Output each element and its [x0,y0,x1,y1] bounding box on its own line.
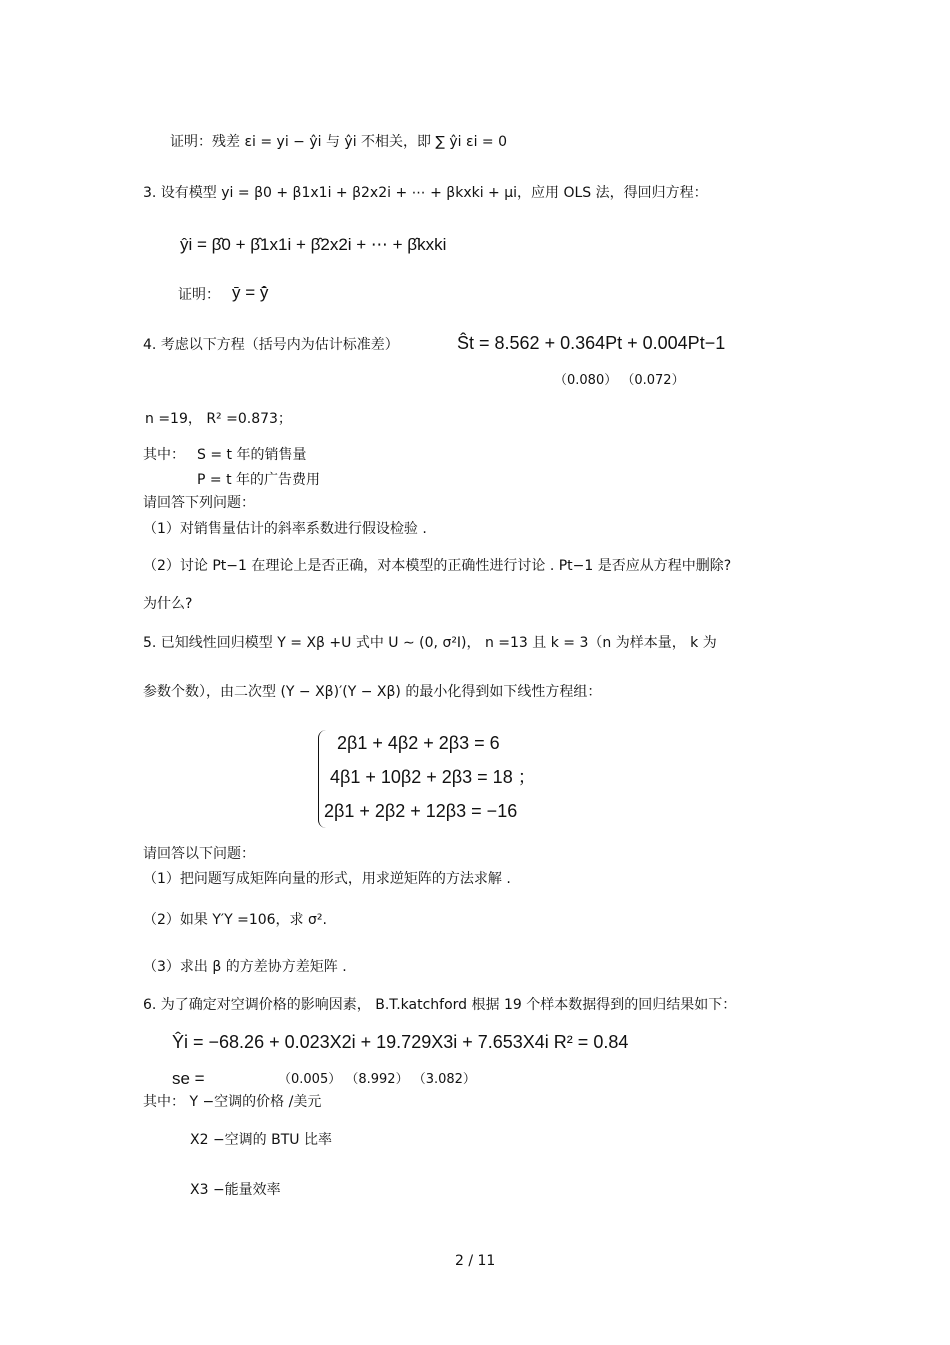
q3-proof-equation: ȳ = ŷ̄ [232,283,269,302]
q4-where-label: 其中： [143,447,185,463]
q5-quadratic-line: 参数个数），由二次型 (Y − Xβ)′(Y − Xβ) 的最小化得到如下线性方程组： [143,684,602,700]
q5-model-line: 5. 已知线性回归模型 Y = Xβ +U 式中 U ∼ (0, σ²I)， n =13 且 k = 3（n 为样本量， k 为 [143,635,717,651]
q4-sample-stats: n =19， R² =0.873； [145,411,292,427]
equation-2: 4β1 + 10β2 + 2β3 = 18 ； [330,767,536,787]
equation-3: 2β1 + 2β2 + 12β3 = −16 [324,801,518,821]
q4-equation: Ŝt = 8.562 + 0.364Pt + 0.004Pt−1 [457,333,726,353]
q5-question-1: （1）把问题写成矩阵向量的形式，用求逆矩阵的方法求解 . [143,871,511,887]
q4-def-s: S = t 年的销售量 [197,447,307,463]
q3-model-line: 3. 设有模型 yi = β0 + β1x1i + β2x2i + ⋯ + βkxki + μi，应用 OLS 法，得回归方程： [143,185,708,201]
page-number: 2 / 11 [455,1253,496,1269]
q4-question-2: （2）讨论 Pt−1 在理论上是否正确，对本模型的正确性进行讨论 . Pt−1 是否应从方程中删除? [143,558,732,574]
equation-1: 2β1 + 4β2 + 2β3 = 6 [337,733,500,753]
q4-questions-heading: 请回答下列问题： [143,495,255,511]
q5-questions-heading: 请回答以下问题： [143,846,255,862]
q6-def-x3: X3 −能量效率 [190,1182,281,1198]
q5-question-3: （3）求出 β 的方差协方差矩阵 . [143,959,347,975]
q5-question-2: （2）如果 Y′Y =106，求 σ². [143,912,327,928]
q6-regression-equation: Ŷi = −68.26 + 0.023X2i + 19.729X3i + 7.653X4i R² = 0.84 [172,1032,629,1052]
q3-proof-label: 证明： [178,287,220,303]
proof-residual-line: 证明：残差 εi = yi − ŷi 与 ŷi 不相关，即 ∑ ŷi εi = 0 [170,134,507,150]
q6-def-x2: X2 −空调的 BTU 比率 [190,1132,332,1148]
q4-question-1: （1）对销售量估计的斜率系数进行假设检验 . [143,521,427,537]
q4-standard-errors: （0.080） （0.072） [554,373,685,388]
q6-def-y: 其中： Y −空调的价格 /美元 [143,1094,322,1110]
q4-question-2-cont: 为什么? [143,596,193,612]
q6-standard-errors: （0.005） （8.992） （3.082） [278,1072,476,1087]
q3-regression-equation: ŷi = β̂0 + β̂1x1i + β̂2x2i + ⋯ + β̂kxki [180,235,447,254]
q6-intro: 6. 为了确定对空调价格的影响因素， B.T.katchford 根据 19 个样本数据得到的回归结果如下： [143,997,737,1013]
q4-intro: 4. 考虑以下方程（括号内为估计标准差） [143,337,399,353]
q6-se-label: se = [172,1069,205,1088]
q4-def-p: P = t 年的广告费用 [197,472,321,488]
